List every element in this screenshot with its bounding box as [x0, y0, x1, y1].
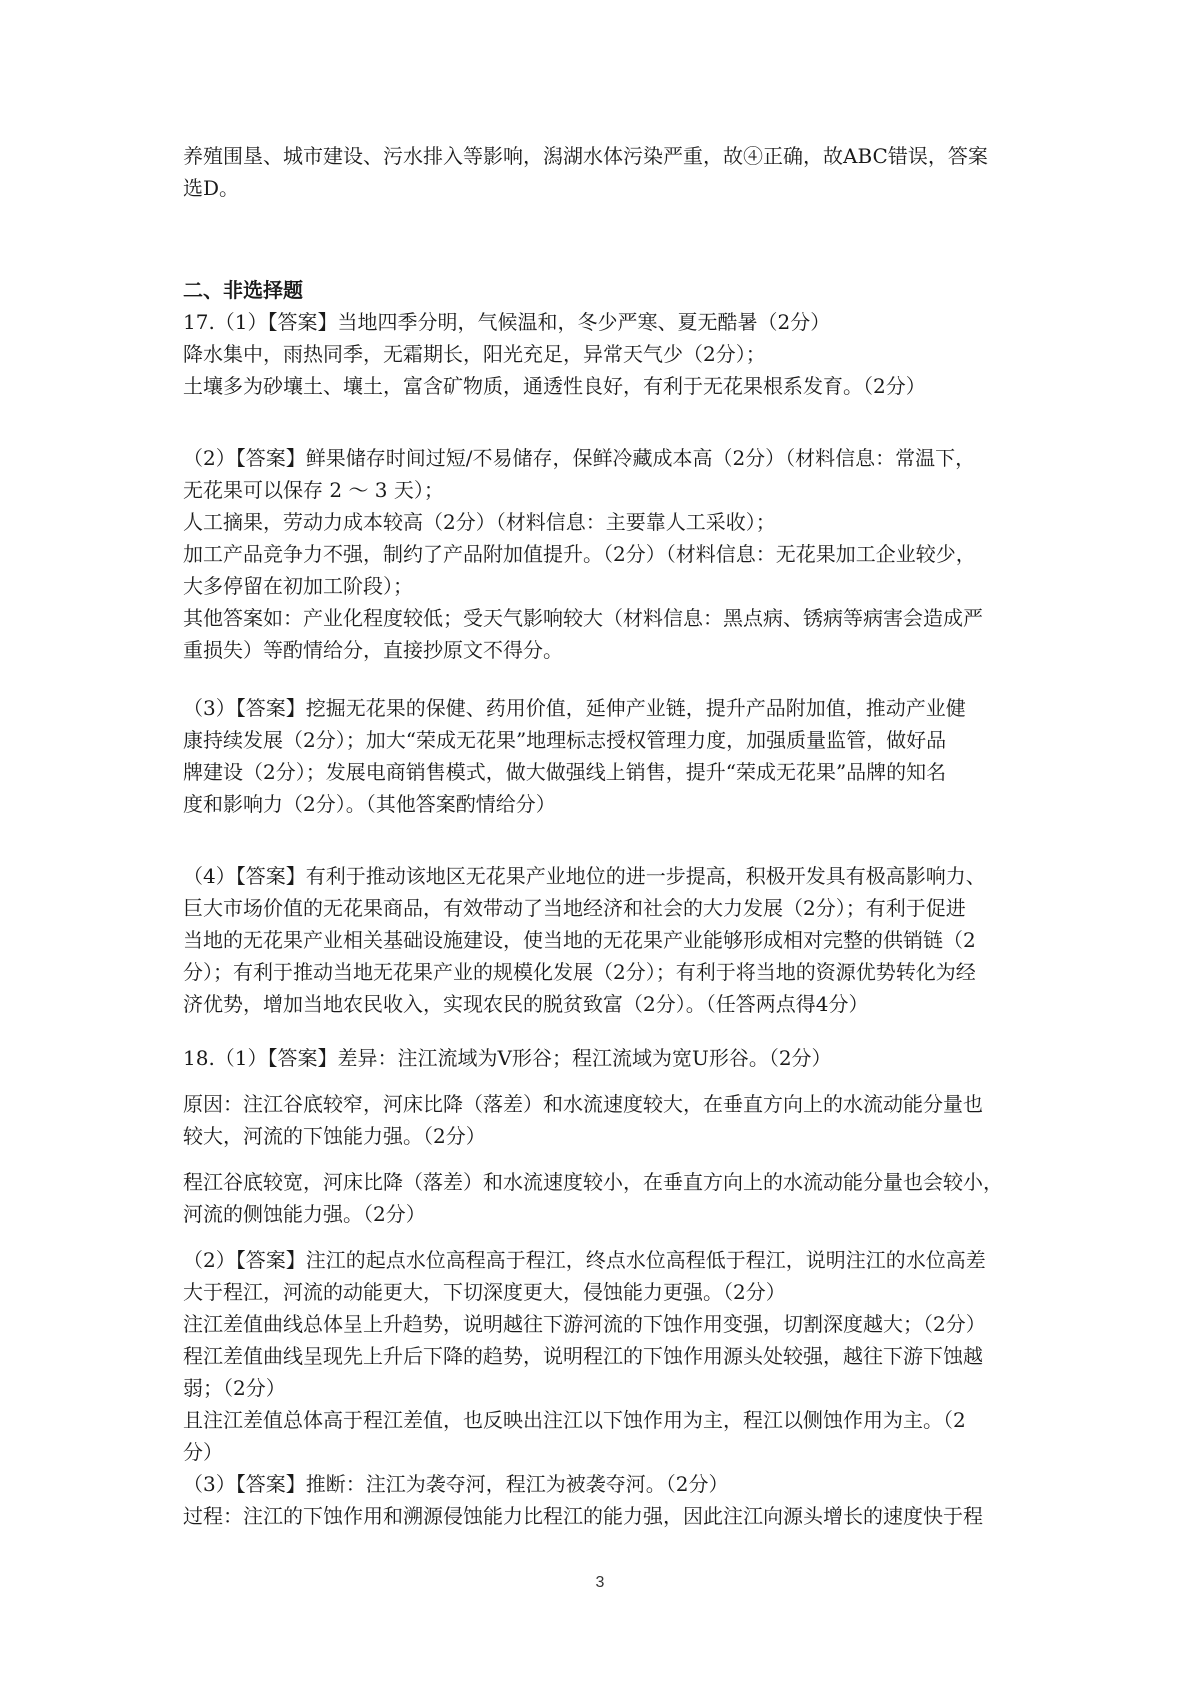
text-line: 养殖围垦、城市建设、污水排入等影响，潟湖水体污染严重，故④正确，故ABC错误，答案	[183, 144, 988, 168]
q17-part4	[183, 860, 1023, 1020]
text-line: 无花果可以保存 2 ～ 3 天）；	[183, 478, 444, 502]
text-line: 重损失）等酌情给分，直接抄原文不得分。	[183, 638, 563, 662]
text-line: 较大，河流的下蚀能力强。（2分）	[183, 1124, 486, 1148]
section-title: 二、非选择题	[183, 278, 303, 302]
text-line: （3）【答案】挖掘无花果的保健、药用价值，延伸产业链，提升产品附加值，推动产业健	[183, 696, 966, 720]
text-line: 分）；有利于推动当地无花果产业的规模化发展（2分）；有利于将当地的资源优势转化为经	[183, 960, 976, 984]
text-line: 土壤多为砂壤土、壤土，富含矿物质，通透性良好，有利于无花果根系发育。（2分）	[183, 374, 926, 398]
q18-part1-reason-a	[183, 1088, 1023, 1152]
text-line: 度和影响力（2分）。（其他答案酌情给分）	[183, 792, 556, 816]
text-line: 当地的无花果产业相关基础设施建设，使当地的无花果产业能够形成相对完整的供销链（2	[183, 928, 976, 952]
text-line: 且注江差值总体高于程江差值，也反映出注江以下蚀作用为主，程江以侧蚀作用为主。（2	[183, 1408, 966, 1432]
text-line: 弱；（2分）	[183, 1376, 286, 1400]
text-line: 加工产品竞争力不强，制约了产品附加值提升。（2分）（材料信息：无花果加工企业较少，	[183, 542, 976, 566]
text-line: 降水集中，雨热同季，无霜期长，阳光充足，异常天气少（2分）；	[183, 342, 766, 366]
text-line: 人工摘果，劳动力成本较高（2分）（材料信息：主要靠人工采收）；	[183, 510, 776, 534]
q17-part3	[183, 692, 1023, 820]
text-line: 济优势，增加当地农民收入，实现农民的脱贫致富（2分）。（任答两点得4分）	[183, 992, 869, 1016]
q18-part1-reason-b	[183, 1166, 1023, 1230]
text-line: 程江差值曲线呈现先上升后下降的趋势，说明程江的下蚀作用源头处较强，越往下游下蚀越	[183, 1344, 983, 1368]
text-line: 选D。	[183, 176, 240, 200]
text-line: （4）【答案】有利于推动该地区无花果产业地位的进一步提高，积极开发具有极高影响力、	[183, 864, 986, 888]
q18-part1-difference	[183, 1042, 1023, 1074]
text-line: 河流的侧蚀能力强。（2分）	[183, 1202, 426, 1226]
text-line: 过程：注江的下蚀作用和溯源侵蚀能力比程江的能力强，因此注江向源头增长的速度快于程	[183, 1504, 983, 1528]
text-line: （3）【答案】推断：注江为袭夺河，程江为被袭夺河。（2分）	[183, 1472, 729, 1496]
q17-part1	[183, 306, 1023, 402]
q17-part2	[183, 442, 1023, 666]
text-line: 康持续发展（2分）；加大“荣成无花果”地理标志授权管理力度，加强质量监管，做好品	[183, 728, 947, 752]
text-line: 大多停留在初加工阶段）；	[183, 574, 413, 598]
text-line: 其他答案如：产业化程度较低；受天气影响较大（材料信息：黑点病、锈病等病害会造成严	[183, 606, 983, 630]
text-line: （2）【答案】注江的起点水位高程高于程江，终点水位高程低于程江，说明注江的水位高差	[183, 1248, 986, 1272]
intro-paragraph	[183, 140, 1023, 204]
text-line: 分）	[183, 1440, 223, 1464]
text-line: （2）【答案】鲜果储存时间过短/不易储存，保鲜冷藏成本高（2分）（材料信息：常温下，	[183, 446, 976, 470]
text-line: 大于程江，河流的动能更大，下切深度更大，侵蚀能力更强。（2分）	[183, 1280, 786, 1304]
q18-part2-3	[183, 1244, 1023, 1532]
text-line: 原因：注江谷底较窄，河床比降（落差）和水流速度较大，在垂直方向上的水流动能分量也	[183, 1092, 983, 1116]
text-line: 注江差值曲线总体呈上升趋势，说明越往下游河流的下蚀作用变强，切割深度越大；（2分）	[183, 1312, 986, 1336]
text-line: 17.（1）【答案】当地四季分明，气候温和，冬少严寒、夏无酷暑（2分）	[183, 310, 831, 334]
text-line: 程江谷底较宽，河床比降（落差）和水流速度较小，在垂直方向上的水流动能分量也会较小，	[183, 1170, 1003, 1194]
document-page	[183, 140, 1023, 1590]
text-line: 18.（1）【答案】差异：注江流域为V形谷；程江流域为宽U形谷。（2分）	[183, 1046, 832, 1070]
page-number: 3	[595, 1574, 605, 1591]
text-line: 牌建设（2分）；发展电商销售模式，做大做强线上销售，提升“荣成无花果”品牌的知名	[183, 760, 947, 784]
text-line: 巨大市场价值的无花果商品，有效带动了当地经济和社会的大力发展（2分）；有利于促进	[183, 896, 966, 920]
